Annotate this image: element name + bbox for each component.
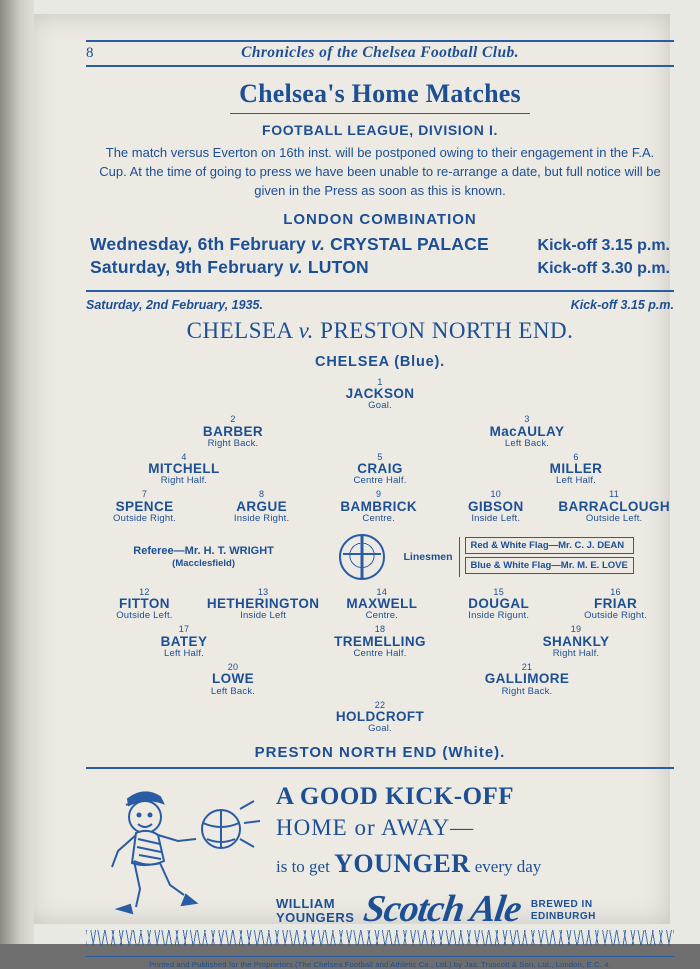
printer-imprint: Printed and Published for the Proprietors (The Chelsea Football and Athletic Co., Ltd.) by Jas. Truscott & Son, Ltd., London, E.C. 4. [86,956,674,969]
advert-product-logo: Scotch Ale [361,888,524,931]
lineup-row [86,378,674,412]
player-name: LOWE [211,671,255,687]
player-name: HETHERINGTON [206,596,320,612]
player-name: HOLDCROFT [335,709,425,725]
player [478,453,674,487]
player [437,490,554,524]
player-position: Left Half. [163,648,205,660]
page-number: 8 [86,45,94,61]
player-name: FRIAR [593,596,638,612]
player-name: JACKSON [345,385,415,401]
player-number: 22 [374,699,386,710]
header-bottom-rule [86,65,674,67]
player-position: Centre. [365,610,399,622]
player [86,625,282,659]
advert-headline: A GOOD KICK-OFF [276,783,515,811]
match-date-row [86,298,674,312]
linesman-blue-flag: Blue & White Flag—Mr. M. E. LOVE [465,557,634,574]
linesmen-flags [459,537,634,577]
referee-town: (Macclesfield) [172,557,235,569]
player-position: Left Back. [210,685,256,697]
player-number: 20 [227,662,239,672]
advert-subheadline: HOME or AWAY— [276,815,475,841]
player [86,378,674,412]
player-number: 6 [573,451,579,462]
player-position: Outside Left. [585,512,643,524]
advert-brewed-in [531,899,596,931]
lineup-row [86,625,674,659]
player-position: Right Back. [207,437,259,449]
player-number: 3 [524,414,530,425]
player-position: Outside Left. [116,610,173,622]
fixture-row [90,257,670,278]
player [86,490,203,524]
advert-slogan-pre: is to get [276,857,330,877]
player-number: 9 [376,489,382,500]
player-number: 21 [521,662,533,672]
home-team-heading: CHELSEA (Blue). [315,353,445,370]
fixture-kickoff: Kick-off 3.30 p.m. [537,259,670,277]
player-number: 11 [609,489,620,500]
player-name: MITCHELL [148,461,220,477]
player-position: Goal. [368,723,392,735]
fixture-date: 9th February [175,256,284,277]
player-name: BATEY [160,633,208,649]
fixture-day: Wednesday, [90,233,193,254]
player-position: Outside Right. [113,512,177,524]
advert-slogan-post: every day [474,857,542,877]
player-name: MacAULAY [489,423,565,439]
referee-name: Referee—Mr. H. T. WRIGHT [133,544,274,557]
advert-inner [86,777,674,952]
lineup-row [86,701,674,735]
match-vs: v. [298,317,314,343]
lineup-row [86,453,674,487]
player-position: Left Half. [555,475,597,487]
player-position: Right Back. [501,685,553,697]
away-lineup [86,588,674,734]
lineup-row [86,588,674,622]
player-name: GIBSON [467,498,524,514]
advert-brewer-line2: YOUNGERS [276,909,355,925]
player-position: Inside Rigunt. [468,610,530,622]
running-head [86,42,674,65]
fixture-kickoff: Kick-off 3.15 p.m. [537,236,670,254]
player-number: 17 [178,624,190,635]
advert-brand-row [276,887,674,931]
fixture-day: Saturday, [90,256,171,277]
player-position: Inside Left. [471,512,521,524]
player-number: 18 [374,624,386,635]
player-name: MAXWELL [346,596,418,612]
football-icon-wrap [327,534,398,580]
league-heading: FOOTBALL LEAGUE, DIVISION I. [262,122,498,138]
advert-brewed-line1: BREWED IN [530,899,593,911]
advert-brewer-line1: WILLIAM [276,895,336,911]
section-divider [86,290,674,292]
player-name: DOUGAL [468,596,530,612]
player-number: 19 [570,624,582,635]
postponement-notice: The match versus Everton on 16th inst. will be postponed owing to their engagement in the F.A. Cup. At the time of going to press we have been unable to re-arrange a date, but full notice will be given in the Press as soon as this is known. [99,145,661,198]
fixture-description [90,234,489,255]
player-position: Centre. [362,512,395,524]
player [478,625,674,659]
paper-sheet [30,14,674,969]
player [86,663,380,697]
player-position: Centre Half. [353,475,407,487]
player [323,588,440,622]
player [86,453,282,487]
player-number: 14 [376,586,388,597]
player-name: TREMELLING [334,633,426,649]
match-title [86,318,674,344]
player-name: SHANKLY [542,633,610,649]
player-position: Inside Right. [233,512,290,524]
player [440,588,557,622]
player-position: Centre Half. [353,648,407,660]
player-number: 7 [141,489,148,500]
away-team-heading: PRESTON NORTH END (White). [254,744,506,762]
fixture-row [90,234,670,255]
player [203,588,324,622]
player-number: 4 [181,451,187,462]
fixture-opponent: CRYSTAL PALACE [330,233,489,254]
player-name: MILLER [549,461,603,477]
player-position: Left Back. [504,437,550,449]
advert-slogan [276,849,674,879]
player-name: CRAIG [357,461,403,477]
player-number: 8 [258,489,265,500]
player-name: BARBER [202,423,264,439]
lineup-row [86,490,674,524]
player [380,663,674,697]
player [86,588,203,622]
title-underline [230,113,530,114]
player [282,625,478,659]
player-name: FITTON [118,596,170,612]
linesmen-block [404,537,674,577]
fixture-vs: v. [311,233,326,254]
fixture-date: 6th February [197,233,306,254]
player [203,490,320,524]
combination-heading: LONDON COMBINATION [283,210,477,228]
advertisement [86,767,674,952]
player-name: SPENCE [115,498,174,514]
player-name: BARRACLOUGH [558,498,670,514]
player-number: 16 [610,586,621,597]
advert-brand-name: YOUNGER [334,849,471,879]
player-number: 5 [377,451,383,462]
player-name: GALLIMORE [484,671,570,687]
advert-artwork [86,777,276,952]
player-position: Right Half. [160,475,208,487]
match-date: Saturday, 2nd February, 1935. [86,297,263,312]
match-home-team: CHELSEA [186,317,293,343]
player-position: Goal. [368,400,392,412]
running-title: Chronicles of the Chelsea Football Club. [241,44,519,61]
referee-block [86,544,321,571]
officials-band [86,534,674,580]
player-number: 1 [377,376,383,387]
football-icon [339,534,385,580]
match-away-team: PRESTON NORTH END. [320,317,574,343]
linesman-red-flag: Red & White Flag—Mr. C. J. DEAN [465,537,634,554]
player [282,453,478,487]
player-position: Right Half. [552,648,600,660]
player [320,490,437,524]
fixture-opponent: LUTON [307,256,369,277]
advert-brewer [276,897,354,932]
player-position: Inside Left [240,610,287,622]
player-name: BAMBRICK [340,498,418,514]
page-title: Chelsea's Home Matches [239,79,521,108]
advert-brewed-line2: EDINBURGH [530,911,596,923]
home-lineup [86,378,674,524]
player-name: ARGUE [236,498,288,514]
player [380,415,674,449]
player [86,701,674,735]
player-number: 2 [230,414,236,425]
player-number: 12 [139,586,150,597]
fixture-vs: v. [288,256,303,277]
player [86,415,380,449]
player-number: 10 [490,489,502,500]
player [557,588,674,622]
advert-text [276,777,674,952]
page-content [86,40,674,969]
footballer-illustration-icon [90,779,275,929]
lineup-row [86,415,674,449]
player-number: 13 [257,586,269,597]
fixture-description [90,257,369,278]
match-kickoff: Kick-off 3.15 p.m. [570,297,674,312]
player-position: Outside Right. [584,610,648,622]
linesmen-label: Linesmen [403,550,453,563]
player [554,490,674,524]
lineup-row [86,663,674,697]
player-number: 15 [493,586,505,597]
